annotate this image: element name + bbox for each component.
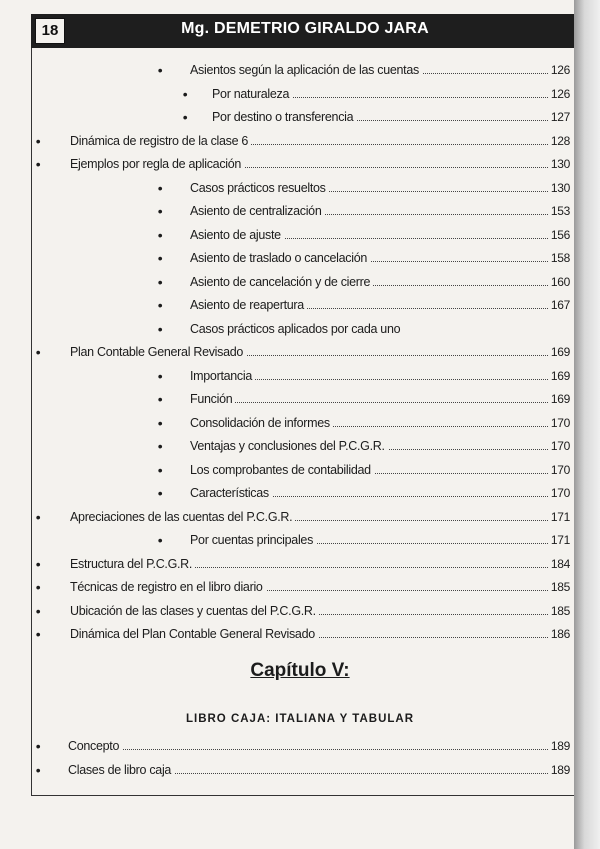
toc-entry [0,107,570,127]
toc-entry-page: 189 [549,736,570,756]
toc-entry-title: Asiento de cancelación y de cierre [190,272,373,292]
bullet-icon: • [35,762,41,778]
bullet-icon: • [35,132,41,149]
toc-entry-page: 167 [549,295,570,315]
toc-entry-title: Plan Contable General Revisado [70,342,246,362]
toc-entry [0,413,570,433]
toc-entry [0,319,570,339]
page-header [31,14,579,48]
toc-entry [0,530,570,550]
bullet-icon: • [157,226,163,243]
toc-entry [0,248,570,268]
chapter-heading: Capítulo V: [250,660,350,681]
toc-entry-title: Asiento de ajuste [190,225,284,245]
toc-entry [0,342,570,362]
toc-entry-title: Ubicación de las clases y cuentas del P.C.G.R. [70,601,319,621]
bullet-icon: • [157,461,163,478]
toc-entry-page: 158 [549,248,570,268]
toc-entry [0,436,570,456]
toc-entry [0,201,570,221]
bullet-icon: • [157,250,163,266]
toc-entry [0,601,570,621]
toc-entry-title: Casos prácticos aplicados por cada uno [190,319,403,339]
bullet-icon: • [35,579,41,595]
dot-leader [190,402,570,403]
toc-entry-title: Por naturaleza [212,84,292,104]
toc-entry [0,760,570,780]
toc-entry-title: Clases de libro caja [68,760,174,780]
toc-entry [0,295,570,315]
toc-entry [0,84,570,104]
toc-entry-page: 126 [549,84,570,104]
toc-entry [0,154,570,174]
toc-entry-title: Importancia [190,366,255,386]
bullet-icon: • [157,179,163,196]
toc-entry-page: 185 [549,601,570,621]
toc-entry-page: 184 [549,554,570,574]
toc-entry [0,178,570,198]
toc-entry-title: Asiento de reapertura [190,295,307,315]
toc-entry [0,507,570,527]
bullet-icon: • [35,344,41,360]
toc-entry [0,272,570,292]
toc-entry [0,389,570,409]
toc-entry-title: Concepto [68,736,122,756]
toc-entry-page: 169 [549,342,570,362]
toc-entry-title: Asientos según la aplicación de las cuentas [190,60,422,80]
toc-entry-title: Características [190,483,272,503]
toc-entry-page: 153 [549,201,570,221]
dot-leader [68,749,570,750]
toc-entry-title: Por cuentas principales [190,530,316,550]
bullet-icon: • [35,156,41,172]
toc-entry-page: 128 [549,131,570,151]
toc-entry-page: 189 [549,760,570,780]
bullet-icon: • [182,85,188,102]
toc-entry-title: Dinámica del Plan Contable General Revisado [70,624,318,644]
bullet-icon: • [35,626,41,642]
toc-entry-page: 156 [549,225,570,245]
toc-entry-page: 170 [549,483,570,503]
toc-entry-title: Por destino o transferencia [212,107,356,127]
toc-entry-title: Apreciaciones de las cuentas del P.C.G.R. [70,507,295,527]
bullet-icon: • [157,391,163,407]
toc-entry [0,131,570,151]
toc-entry-title: Asiento de centralización [190,201,324,221]
toc-entry [0,554,570,574]
bullet-icon: • [157,438,163,454]
toc-entry-title: Ejemplos por regla de aplicación [70,154,244,174]
toc-entry [0,483,570,503]
bullet-icon: • [157,532,163,548]
toc-entry [0,624,570,644]
bullet-icon: • [35,555,41,572]
bullet-icon: • [157,203,163,219]
bullet-icon: • [157,367,163,384]
toc-entry-page: 185 [549,577,570,597]
toc-entry-page: 170 [549,413,570,433]
page-number: 18 [35,18,65,44]
bullet-icon: • [157,297,163,313]
toc-entry-page: 127 [549,107,570,127]
toc-entry [0,225,570,245]
toc-entry-page: 130 [549,154,570,174]
toc-entry [0,60,570,80]
toc-entry-title: Estructura del P.C.G.R. [70,554,195,574]
toc-entry-page: 171 [549,507,570,527]
toc-entry-page: 126 [549,60,570,80]
toc-entry-page: 160 [549,272,570,292]
toc-entry-title: Ventajas y conclusiones del P.C.G.R. [190,436,388,456]
toc-entry-page: 170 [549,436,570,456]
bullet-icon: • [35,602,41,619]
bullet-icon: • [157,414,163,431]
toc-entry [0,366,570,386]
author-title: Mg. DEMETRIO GIRALDO JARA [181,20,429,37]
toc-entry-title: Dinámica de registro de la clase 6 [70,131,251,151]
bullet-icon: • [157,62,163,78]
toc-entry [0,736,570,756]
bullet-icon: • [35,738,41,754]
toc-entry [0,460,570,480]
toc-entry-page: 169 [549,366,570,386]
toc-entry-page: 186 [549,624,570,644]
toc-entry-title: Consolidación de informes [190,413,333,433]
toc-entry-title: Técnicas de registro en el libro diario [70,577,266,597]
toc-entry-title: Casos prácticos resueltos [190,178,329,198]
toc-entry-page: 171 [549,530,570,550]
toc-entry-title: Los comprobantes de contabilidad [190,460,374,480]
toc-entry [0,577,570,597]
toc-entry-title: Asiento de traslado o cancelación [190,248,370,268]
bullet-icon: • [157,273,163,290]
chapter-subtitle: LIBRO CAJA: ITALIANA Y TABULAR [185,713,415,725]
toc-entry-page: 130 [549,178,570,198]
bullet-icon: • [157,320,163,337]
toc-entry-page: 169 [549,389,570,409]
bullet-icon: • [157,485,163,501]
toc-entry-title: Función [190,389,235,409]
bullet-icon: • [182,109,188,125]
bullet-icon: • [35,508,41,525]
toc-entry-page: 170 [549,460,570,480]
page-binding-edge [574,0,600,849]
